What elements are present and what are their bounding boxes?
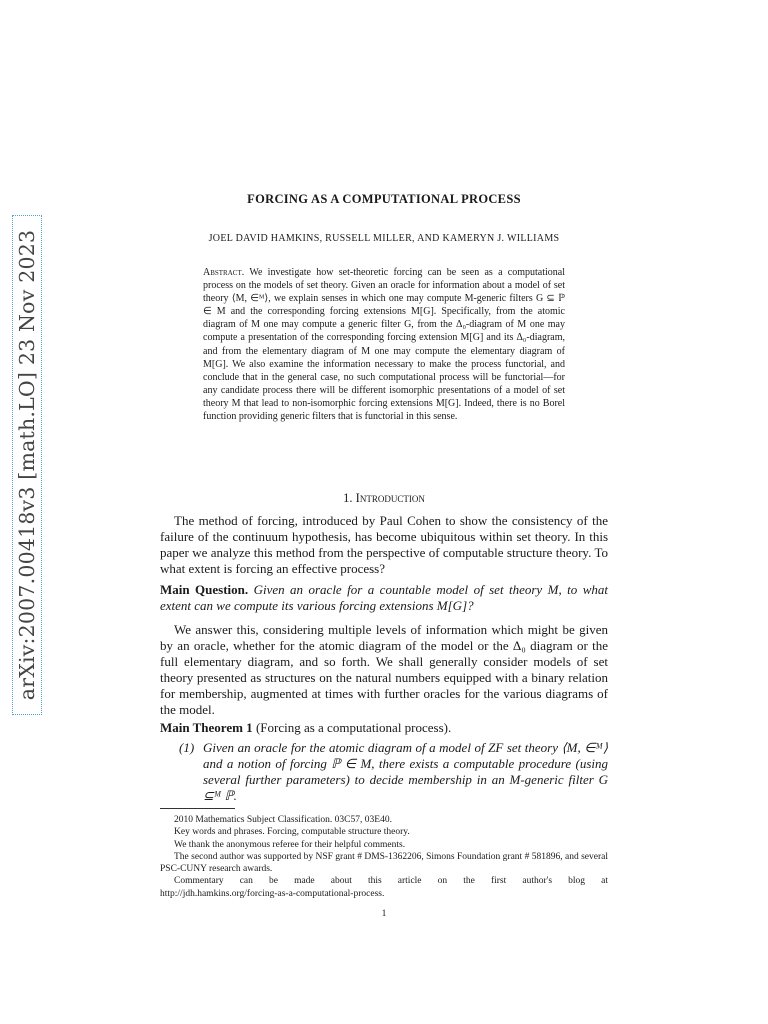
paper-title: FORCING AS A COMPUTATIONAL PROCESS [247,192,521,206]
main-question [160,582,608,614]
intro-paragraph-1: The method of forcing, introduced by Paul Cohen to show the consistency of the failure of the continuum hypothesis, has become ubiquitous within set theory. In this paper we analyze this method from the perspective of computable structure theory. To what extent is forcing an effective process? [160,513,608,577]
theorem-item-1 [179,740,608,804]
main-question-label: Main Question. [160,582,249,597]
footnote-thanks: We thank the anonymous referee for their helpful comments. [174,839,406,850]
footnote-url-link[interactable]: http://jdh.hamkins.org/forcing-as-a-computational-process. [160,888,385,899]
footnotes [160,814,608,900]
footnote-keywords: Key words and phrases. Forcing, computable structure theory. [174,827,410,838]
main-question-text: Given an oracle for a countable model of set theory M, to what extent can we compute its various forcing extensions M[G]? [160,582,608,614]
section-title: Introduction [355,491,425,505]
arxiv-identifier-text: arXiv:2007.00418v3 [math.LO] 23 Nov 2023 [15,229,39,701]
page-number: 1 [381,909,387,919]
paper-authors: JOEL DAVID HAMKINS, RUSSELL MILLER, AND KAMERYN J. WILLIAMS [208,233,560,244]
footnote-msc: 2010 Mathematics Subject Classification. 03C57, 03E40. [174,815,392,825]
main-theorem-title: (Forcing as a computational process). [255,720,452,735]
main-theorem-label: Main Theorem 1 [160,720,253,735]
abstract [203,266,565,423]
abstract-label: Abstract. [203,267,245,278]
section-heading [160,491,608,506]
footnote-grant: The second author was supported by NSF grant # DMS-1362206, Simons Foundation grant # 581896, and several PSC-CUNY research awards. [160,851,608,875]
intro-paragraph-2: We answer this, considering multiple levels of information which might be given by an oracle, whether for the atomic diagram of the model or the Δ₀ diagram or the full elementary diagram, and so forth. We shall generally consider models of set theory presented as structures on the natural numbers equipped with a binary relation for membership, augmented at times with further oracles for the various diagrams of the model. [160,622,608,718]
section-number: 1. [343,491,353,505]
theorem-item-number: (1) [179,740,195,755]
footnote-commentary: Commentary can be made about this article on the first author's blog at [174,876,608,887]
footnote-rule [160,808,235,809]
abstract-text: We investigate how set-theoretic forcing can be seen as a computational process on the models of set theory. Given an oracle for information about a model of set theory ⟨M, ∈ᴹ⟩, we explain senses in which one may compute M-generic filters G ⊆ ℙ ∈ M and the corresponding forcing extensions M[G]. Specifically, from the atomic diagram of M one may compute a generic filter G, from the Δ₀-diagram of M one may compute a presentation of the corresponding forcing extension M[G] and its Δ₀-diagram, and from the elementary diagram of M one may compute the elementary diagram of M[G]. We also examine the information necessary to make the process functorial, and conclude that in the general case, no such computational process will be functorial—for any candidate process there will be different isomorphic presentations of a model of set theory M that lead to non-isomorphic forcing extensions M[G]. Indeed, there is no Borel function providing generic filters that is functorial in this sense. [203,267,565,423]
arxiv-identifier-stamp[interactable] [12,215,42,715]
theorem-item-text: Given an oracle for the atomic diagram of a model of ZF set theory ⟨M, ∈ᴹ⟩ and a notion of forcing ℙ ∈ M, there exists a computable procedure (using several further parameters) to decide membership in an M-generic filter G ⊆ᴹ ℙ. [203,740,608,804]
main-theorem-heading [160,720,608,736]
